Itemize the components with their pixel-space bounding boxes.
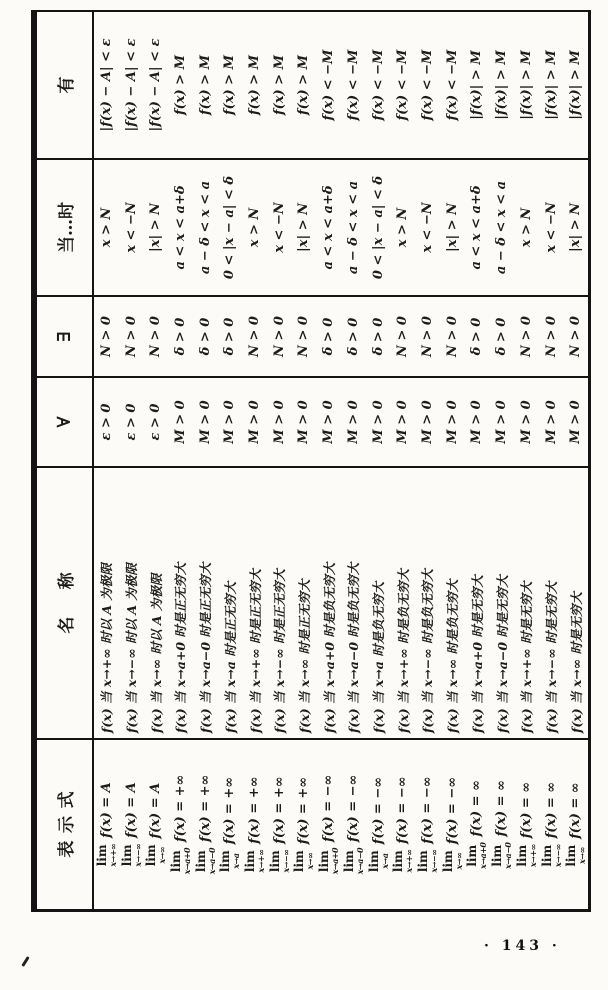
cell-expression <box>193 738 218 909</box>
cell-expression <box>489 738 514 909</box>
cell-forall: M > 0 <box>168 376 193 466</box>
limit-subscript: x→+∞ <box>256 849 267 873</box>
limit-subscript: x→a−0 <box>206 847 217 875</box>
cell-expression <box>341 738 366 909</box>
table-row <box>267 12 292 909</box>
limit-equation: f(x) = A <box>123 782 139 838</box>
lim-word: lim <box>218 850 233 873</box>
limit-subscript: x→+∞ <box>404 849 415 873</box>
cell-when: x < −N <box>267 158 292 295</box>
limit-equation: f(x) = A <box>148 782 164 839</box>
table-row <box>193 12 218 909</box>
cell-when: x < −N <box>415 158 440 295</box>
lim-word: lim <box>465 844 480 867</box>
limit-notation <box>343 848 364 874</box>
lim-word: lim <box>317 850 332 873</box>
cell-expression <box>316 738 341 909</box>
table-row <box>390 12 415 909</box>
limit-equation: f(x) = +∞ <box>197 774 213 842</box>
cell-forall: M > 0 <box>514 376 539 466</box>
cell-name: f(x) 当 x→∞ 时是无穷大 <box>563 466 588 738</box>
cell-name: f(x) 当 x→+∞ 时以 A 为极限 <box>94 466 119 738</box>
cell-have: |f(x)| > M <box>543 50 559 120</box>
cell-have: f(x) < −M <box>395 49 411 121</box>
cell-exists: δ > 0 <box>193 295 218 376</box>
cell-forall: M > 0 <box>341 376 366 466</box>
cell-when: a < x < a+δ <box>316 158 341 295</box>
limit-equation: f(x) = +∞ <box>296 776 312 845</box>
cell-exists: N > 0 <box>143 295 168 376</box>
cell-when: a − δ < x < a <box>341 158 366 295</box>
cell-forall: M > 0 <box>316 376 341 466</box>
cell-forall: M > 0 <box>415 376 440 466</box>
limit-equation: f(x) = +∞ <box>222 776 238 845</box>
table-row <box>465 12 490 909</box>
limit-notation <box>541 844 562 867</box>
limit-subscript: x→a−0 <box>354 847 365 875</box>
limit-equation: f(x) = −∞ <box>345 774 361 842</box>
cell-have: f(x) > M <box>222 55 238 115</box>
cell-expression <box>563 738 588 909</box>
limit-equation: f(x) = −∞ <box>444 776 460 845</box>
cell-forall: ε > 0 <box>94 376 119 466</box>
cell-expression <box>242 738 267 909</box>
lim-word: lim <box>539 844 554 867</box>
cell-exists: δ > 0 <box>366 295 391 376</box>
limit-notation <box>195 848 216 874</box>
lim-word: lim <box>341 850 356 873</box>
cell-exists: N > 0 <box>563 295 588 376</box>
lim-word: lim <box>292 850 307 873</box>
cell-have: |f(x)| > M <box>568 50 584 120</box>
limit-equation: f(x) = ∞ <box>543 781 559 839</box>
cell-have: f(x) < −M <box>419 49 435 121</box>
cell-exists: N > 0 <box>440 295 465 376</box>
table-row <box>539 12 564 909</box>
limit-notation <box>491 843 512 869</box>
limit-subscript: x→∞ <box>453 852 464 870</box>
table-row <box>168 12 193 909</box>
cell-exists: N > 0 <box>267 295 292 376</box>
cell-have: f(x) > M <box>247 55 263 115</box>
limit-notation <box>121 844 142 867</box>
limit-notation <box>145 844 166 866</box>
cell-expression <box>465 738 490 909</box>
cell-when: a − δ < x < a <box>193 158 218 295</box>
cell-name: f(x) 当 x→+∞ 时是负无穷大 <box>390 466 415 738</box>
cell-exists: δ > 0 <box>341 295 366 376</box>
cell-have: f(x) > M <box>296 55 312 115</box>
cell-when: x < −N <box>539 158 564 295</box>
cell-when: a − δ < x < a <box>489 158 514 295</box>
cell-expression <box>366 738 391 909</box>
ink-stray-mark <box>21 956 29 967</box>
cell-name: f(x) 当 x→a−0 时是正无穷大 <box>193 466 218 738</box>
limit-equation: f(x) = ∞ <box>469 780 485 837</box>
limit-equation: f(x) = A <box>98 782 114 838</box>
cell-name: f(x) 当 x→∞ 时是负无穷大 <box>440 466 465 738</box>
page-number: · 143 · <box>484 938 561 954</box>
limit-notation <box>219 850 240 872</box>
limit-equation: f(x) = ∞ <box>568 782 584 839</box>
lim-word: lim <box>514 844 529 867</box>
cell-when: x > N <box>514 158 539 295</box>
cell-have: |f(x)| > M <box>469 50 485 120</box>
cell-have: f(x) > M <box>197 55 213 115</box>
cell-expression <box>94 738 119 909</box>
limit-subscript: x→−∞ <box>428 849 439 873</box>
table-body <box>94 12 588 909</box>
limit-definitions-table <box>31 10 591 912</box>
cell-forall: M > 0 <box>242 376 267 466</box>
cell-when: |x| > N <box>292 158 317 295</box>
header-expression: 表示式 <box>37 738 92 909</box>
cell-name: f(x) 当 x→∞ 时以 A 为极限 <box>143 466 168 738</box>
limit-subscript: x→a <box>379 853 390 869</box>
cell-exists: δ > 0 <box>489 295 514 376</box>
limit-notation <box>293 850 314 872</box>
cell-when: a < x < a+δ <box>168 158 193 295</box>
limit-subscript: x→∞ <box>305 852 316 870</box>
limit-subscript: x→∞ <box>577 847 588 865</box>
limit-subscript: x→+∞ <box>107 843 118 867</box>
cell-forall: M > 0 <box>267 376 292 466</box>
cell-exists: N > 0 <box>539 295 564 376</box>
cell-exists: δ > 0 <box>465 295 490 376</box>
cell-have: |f(x) − A| < ε <box>123 38 139 132</box>
cell-expression <box>218 738 243 909</box>
table-row <box>440 12 465 909</box>
table-row <box>563 12 588 909</box>
table-row <box>242 12 267 909</box>
cell-exists: N > 0 <box>94 295 119 376</box>
limit-equation: f(x) = ∞ <box>494 780 510 837</box>
limit-subscript: x→a−0 <box>503 842 514 869</box>
lim-word: lim <box>94 844 109 867</box>
header-when: 当…时 <box>37 158 92 295</box>
header-forall-symbol: ∀ <box>37 376 92 466</box>
cell-expression <box>119 738 144 909</box>
cell-when: x > N <box>242 158 267 295</box>
lim-word: lim <box>564 844 579 867</box>
limit-notation <box>269 850 290 873</box>
table-row <box>316 12 341 909</box>
lim-word: lim <box>490 844 505 867</box>
cell-exists: N > 0 <box>415 295 440 376</box>
limit-subscript: x→−∞ <box>280 849 291 873</box>
cell-expression <box>292 738 317 909</box>
cell-when: |x| > N <box>143 158 168 295</box>
cell-have: f(x) > M <box>271 55 287 115</box>
lim-word: lim <box>168 850 183 873</box>
cell-name: f(x) 当 x→a+0 时是正无穷大 <box>168 466 193 738</box>
limit-notation <box>318 848 339 874</box>
cell-exists: N > 0 <box>242 295 267 376</box>
header-exists-symbol: ∃ <box>37 295 92 376</box>
cell-have: |f(x)| > M <box>494 50 510 120</box>
limit-equation: f(x) = −∞ <box>321 774 337 842</box>
cell-forall: M > 0 <box>465 376 490 466</box>
cell-when: x < −N <box>119 158 144 295</box>
cell-expression <box>267 738 292 909</box>
limit-subscript: x→+∞ <box>527 844 538 868</box>
cell-have: |f(x) − A| < ε <box>98 38 114 132</box>
cell-name: f(x) 当 x→−∞ 时以 A 为极限 <box>119 466 144 738</box>
cell-exists: δ > 0 <box>218 295 243 376</box>
table-row <box>119 12 144 909</box>
cell-expression <box>143 738 168 909</box>
cell-expression <box>539 738 564 909</box>
lim-word: lim <box>243 850 258 873</box>
limit-equation: f(x) = −∞ <box>419 776 435 844</box>
cell-forall: M > 0 <box>292 376 317 466</box>
cell-expression <box>390 738 415 909</box>
cell-exists: N > 0 <box>390 295 415 376</box>
cell-when: 0 < |x − a| < δ <box>218 158 243 295</box>
cell-exists: δ > 0 <box>316 295 341 376</box>
table-row <box>143 12 168 909</box>
cell-exists: N > 0 <box>514 295 539 376</box>
cell-when: 0 < |x − a| < δ <box>366 158 391 295</box>
cell-forall: M > 0 <box>563 376 588 466</box>
cell-forall: M > 0 <box>193 376 218 466</box>
cell-name: f(x) 当 x→+∞ 时是无穷大 <box>514 466 539 738</box>
cell-name: f(x) 当 x→a+0 时是无穷大 <box>465 466 490 738</box>
lim-word: lim <box>440 850 455 873</box>
limit-equation: f(x) = ∞ <box>518 781 534 839</box>
lim-word: lim <box>415 850 430 873</box>
limit-notation <box>565 845 586 867</box>
cell-have: f(x) < −M <box>345 49 361 121</box>
cell-name: f(x) 当 x→a 时是正无穷大 <box>218 466 243 738</box>
cell-forall: M > 0 <box>489 376 514 466</box>
limit-subscript: x→a+0 <box>330 847 341 875</box>
cell-forall: ε > 0 <box>119 376 144 466</box>
cell-have: f(x) < −M <box>370 49 386 121</box>
table-row <box>489 12 514 909</box>
limit-notation <box>392 850 413 873</box>
limit-equation: f(x) = +∞ <box>271 776 287 844</box>
cell-when: x > N <box>390 158 415 295</box>
limit-subscript: x→a+0 <box>181 847 192 875</box>
cell-name: f(x) 当 x→−∞ 时是负无穷大 <box>415 466 440 738</box>
cell-forall: M > 0 <box>440 376 465 466</box>
cell-name: f(x) 当 x→a+0 时是负无穷大 <box>316 466 341 738</box>
limit-notation <box>96 844 117 867</box>
table-header-row <box>37 12 94 909</box>
lim-word: lim <box>391 850 406 873</box>
cell-forall: M > 0 <box>390 376 415 466</box>
cell-when: |x| > N <box>563 158 588 295</box>
cell-have: f(x) < −M <box>444 49 460 121</box>
limit-equation: f(x) = −∞ <box>370 776 386 845</box>
cell-when: a < x < a+δ <box>465 158 490 295</box>
limit-notation <box>417 850 438 873</box>
table-row <box>218 12 243 909</box>
cell-have: |f(x) − A| < ε <box>148 38 164 132</box>
table-row <box>366 12 391 909</box>
header-have: 有 <box>57 76 77 94</box>
cell-name: f(x) 当 x→a−0 时是无穷大 <box>489 466 514 738</box>
cell-name: f(x) 当 x→a 时是负无穷大 <box>366 466 391 738</box>
table-row <box>94 12 119 909</box>
limit-subscript: x→∞ <box>157 847 168 864</box>
lim-word: lim <box>366 850 381 873</box>
header-name: 名称 <box>37 466 92 738</box>
cell-forall: M > 0 <box>539 376 564 466</box>
cell-name: f(x) 当 x→−∞ 时是无穷大 <box>539 466 564 738</box>
cell-exists: N > 0 <box>119 295 144 376</box>
lim-word: lim <box>267 850 282 873</box>
cell-forall: M > 0 <box>366 376 391 466</box>
cell-name: f(x) 当 x→a−0 时是负无穷大 <box>341 466 366 738</box>
limit-subscript: x→−∞ <box>132 843 143 867</box>
limit-notation <box>368 850 389 872</box>
limit-equation: f(x) = +∞ <box>172 774 188 842</box>
cell-forall: ε > 0 <box>143 376 168 466</box>
limit-notation <box>244 850 265 873</box>
cell-have: f(x) > M <box>172 55 188 115</box>
cell-when: |x| > N <box>440 158 465 295</box>
limit-subscript: x→a <box>231 853 242 869</box>
cell-name: f(x) 当 x→+∞ 时是正无穷大 <box>242 466 267 738</box>
cell-forall: M > 0 <box>218 376 243 466</box>
limit-notation <box>170 848 191 874</box>
lim-word: lim <box>144 844 159 867</box>
cell-expression <box>168 738 193 909</box>
cell-name: f(x) 当 x→−∞ 时是正无穷大 <box>267 466 292 738</box>
table-row <box>292 12 317 909</box>
limit-equation: f(x) = +∞ <box>247 776 263 844</box>
limit-notation <box>466 843 487 869</box>
cell-have: |f(x)| > M <box>518 50 534 120</box>
table-row <box>415 12 440 909</box>
limit-notation <box>516 844 537 867</box>
limit-equation: f(x) = −∞ <box>395 776 411 844</box>
cell-exists: δ > 0 <box>168 295 193 376</box>
cell-expression <box>440 738 465 909</box>
limit-subscript: x→−∞ <box>552 844 563 868</box>
cell-have: f(x) < −M <box>321 49 337 121</box>
table-row <box>514 12 539 909</box>
cell-expression <box>415 738 440 909</box>
cell-name: f(x) 当 x→∞ 时是正无穷大 <box>292 466 317 738</box>
cell-when: x > N <box>94 158 119 295</box>
cell-expression <box>514 738 539 909</box>
limit-notation <box>442 850 463 872</box>
limit-subscript: x→a+0 <box>478 842 489 869</box>
table-row <box>341 12 366 909</box>
lim-word: lim <box>193 850 208 873</box>
lim-word: lim <box>119 844 134 867</box>
cell-exists: N > 0 <box>292 295 317 376</box>
